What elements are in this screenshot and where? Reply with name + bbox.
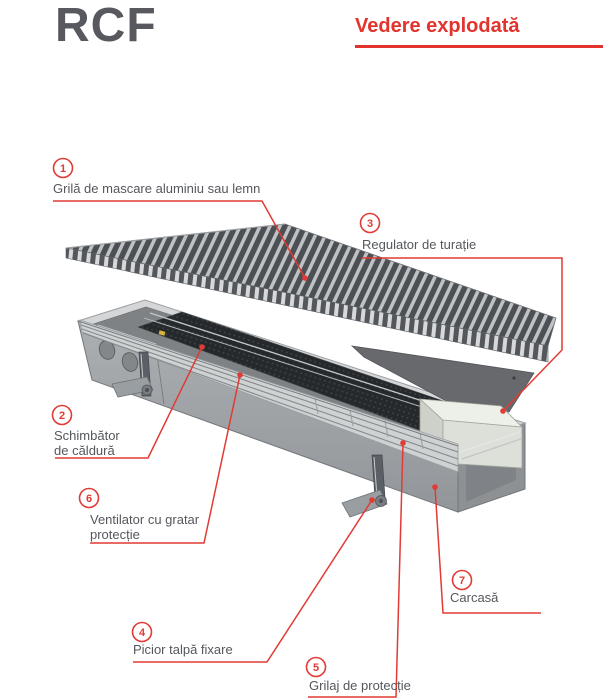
panel-screw (512, 376, 515, 379)
foot-clamp-center (145, 388, 149, 392)
callout-label: de căldură (54, 443, 115, 458)
page-title: Vedere explodată (355, 15, 520, 37)
callout-dot (302, 275, 308, 281)
callout-label: Picior talpă fixare (133, 642, 233, 657)
callout-number: 5 (312, 662, 320, 674)
callout-number: 4 (138, 627, 146, 639)
callout-dot (237, 372, 243, 378)
callout-number: 6 (85, 493, 93, 505)
callout-label: Ventilator cu gratar (90, 512, 200, 527)
callout-number: 1 (59, 163, 67, 175)
callout-label: protecție (90, 527, 140, 542)
product-code: RCF (55, 0, 157, 52)
callout-label: Schimbător (54, 428, 120, 443)
callout-dot (432, 484, 438, 490)
callout-dot (369, 497, 375, 503)
callout-dot (500, 408, 506, 414)
callout-label: Regulator de turație (362, 237, 477, 252)
callout-number: 3 (366, 218, 374, 230)
callout-dot (199, 344, 205, 350)
callout-label: Grilă de mascare aluminiu sau lemn (53, 181, 261, 196)
callout-dot (400, 440, 406, 446)
foot-clamp-center (379, 499, 383, 503)
callout-number: 7 (458, 575, 466, 587)
callout-label: Carcasă (450, 590, 499, 605)
callout-number: 2 (58, 410, 66, 422)
callout-label: Grilaj de protecție (309, 678, 411, 693)
